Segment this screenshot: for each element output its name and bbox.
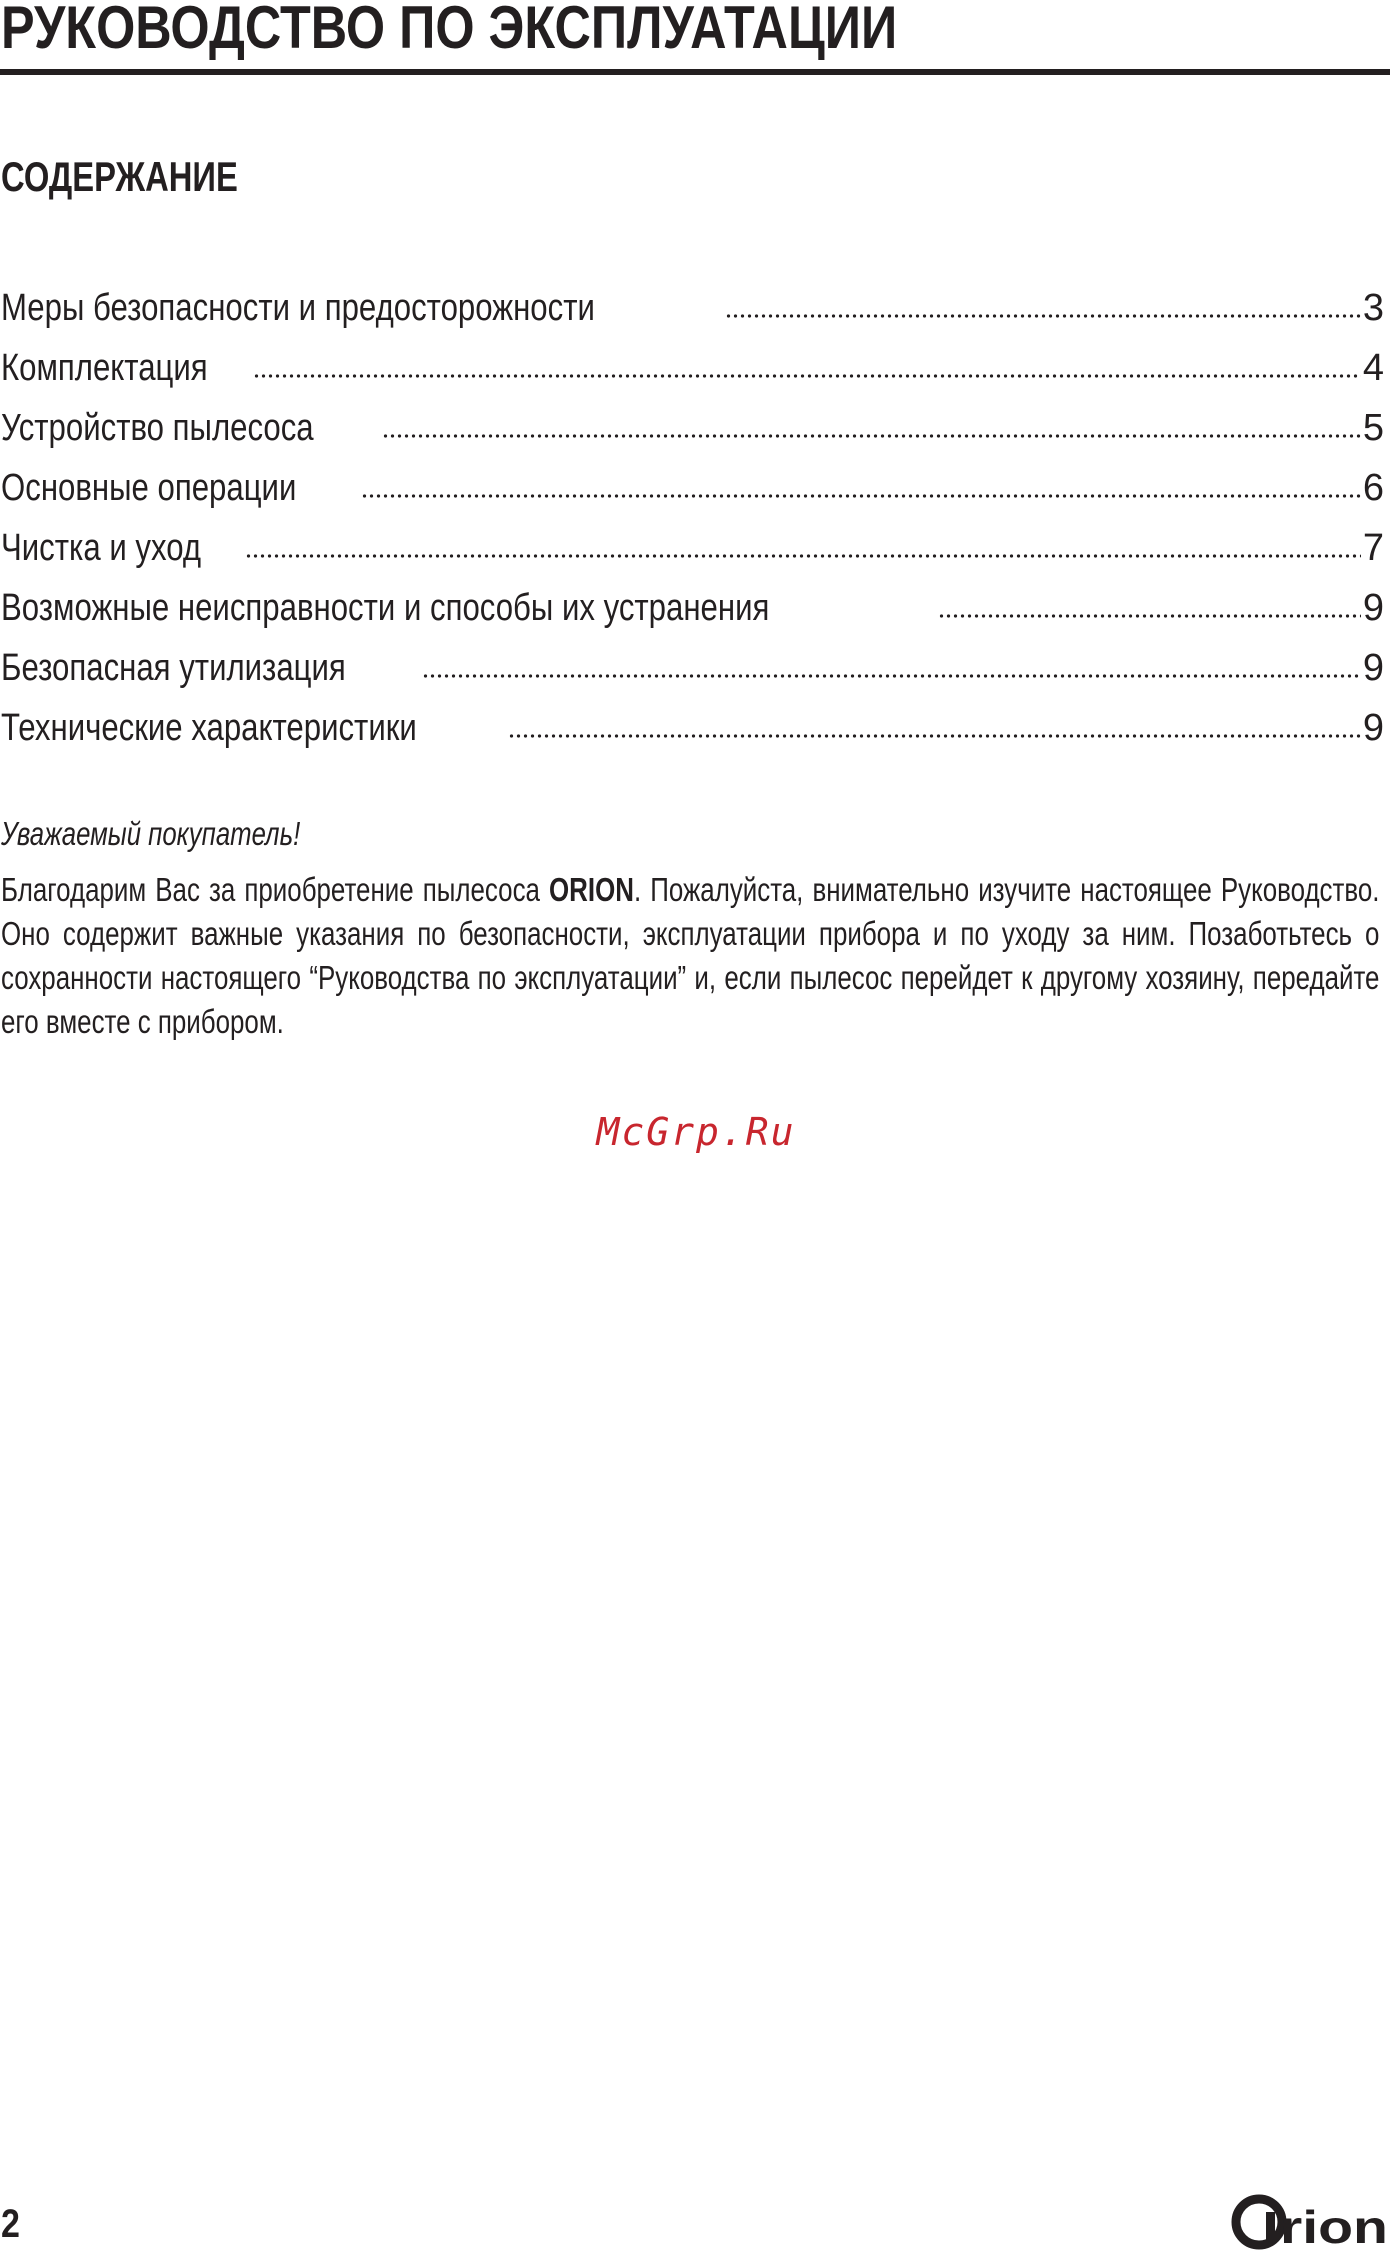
- toc-item-label: Комплектация: [1, 347, 208, 389]
- toc-item-label: Безопасная утилизация: [1, 647, 346, 689]
- toc-dot-leader: [245, 554, 1361, 558]
- toc-item-page: 4: [1362, 347, 1384, 389]
- toc-item-package[interactable]: [1, 332, 1384, 392]
- brand-name: ORION: [549, 871, 634, 908]
- toc-dot-leader: [938, 614, 1361, 618]
- intro-text-start: Благодарим Вас за приобретение пылесоса: [1, 871, 550, 908]
- toc-item-page: 9: [1362, 707, 1384, 749]
- toc-item-specifications[interactable]: [1, 692, 1384, 752]
- title-divider: [0, 69, 1390, 75]
- toc-item-page: 6: [1362, 467, 1384, 509]
- toc-dot-leader: [422, 674, 1361, 678]
- watermark-link[interactable]: McGrp.Ru: [596, 1110, 796, 1154]
- toc-dot-leader: [361, 494, 1361, 498]
- toc-item-troubleshooting[interactable]: [1, 572, 1384, 632]
- toc-item-page: 9: [1362, 587, 1384, 629]
- toc-dot-leader: [253, 374, 1361, 378]
- toc-item-label: Чистка и уход: [1, 527, 202, 569]
- orion-logo-icon: [1228, 2188, 1390, 2254]
- toc-item-label: Возможные неисправности и способы их устранения: [1, 587, 770, 629]
- intro-paragraph: [1, 868, 1379, 1044]
- intro-text-end: . Пожалуйста, внимательно изучите настоящее Руководство. Оно содержит важные указания по безопасности, эксплуатации прибора и по уходу за ним. Позаботьтесь о сохранности настоящего “Руководства по эксплуатации” и, если пылесос перейдет к другому хозяину, передайте его вместе с прибором.: [1, 871, 1380, 1040]
- svg-text:rion: rion: [1280, 2201, 1388, 2253]
- toc-item-safety[interactable]: [1, 272, 1384, 332]
- toc-dot-leader: [725, 314, 1361, 318]
- toc-item-page: 7: [1362, 527, 1384, 569]
- toc-item-label: Технические характеристики: [1, 707, 417, 749]
- intro-block: [1, 868, 1379, 1044]
- document-title: РУКОВОДСТВО ПО ЭКСПЛУАТАЦИИ: [1, 0, 898, 61]
- toc-dot-leader: [382, 434, 1361, 438]
- table-of-contents: [1, 272, 1384, 752]
- toc-item-cleaning[interactable]: [1, 512, 1384, 572]
- toc-item-label: Основные операции: [1, 467, 297, 509]
- toc-dot-leader: [508, 734, 1361, 738]
- contents-heading: СОДЕРЖАНИЕ: [1, 153, 238, 200]
- toc-item-operations[interactable]: [1, 452, 1384, 512]
- page-number: 2: [1, 2202, 20, 2246]
- toc-item-page: 9: [1362, 647, 1384, 689]
- toc-item-page: 3: [1362, 287, 1384, 329]
- greeting: Уважаемый покупатель!: [1, 815, 301, 852]
- toc-item-page: 5: [1362, 407, 1384, 449]
- toc-item-device[interactable]: [1, 392, 1384, 452]
- toc-item-label: Меры безопасности и предосторожности: [1, 287, 595, 329]
- toc-item-disposal[interactable]: [1, 632, 1384, 692]
- toc-item-label: Устройство пылесоса: [1, 407, 314, 449]
